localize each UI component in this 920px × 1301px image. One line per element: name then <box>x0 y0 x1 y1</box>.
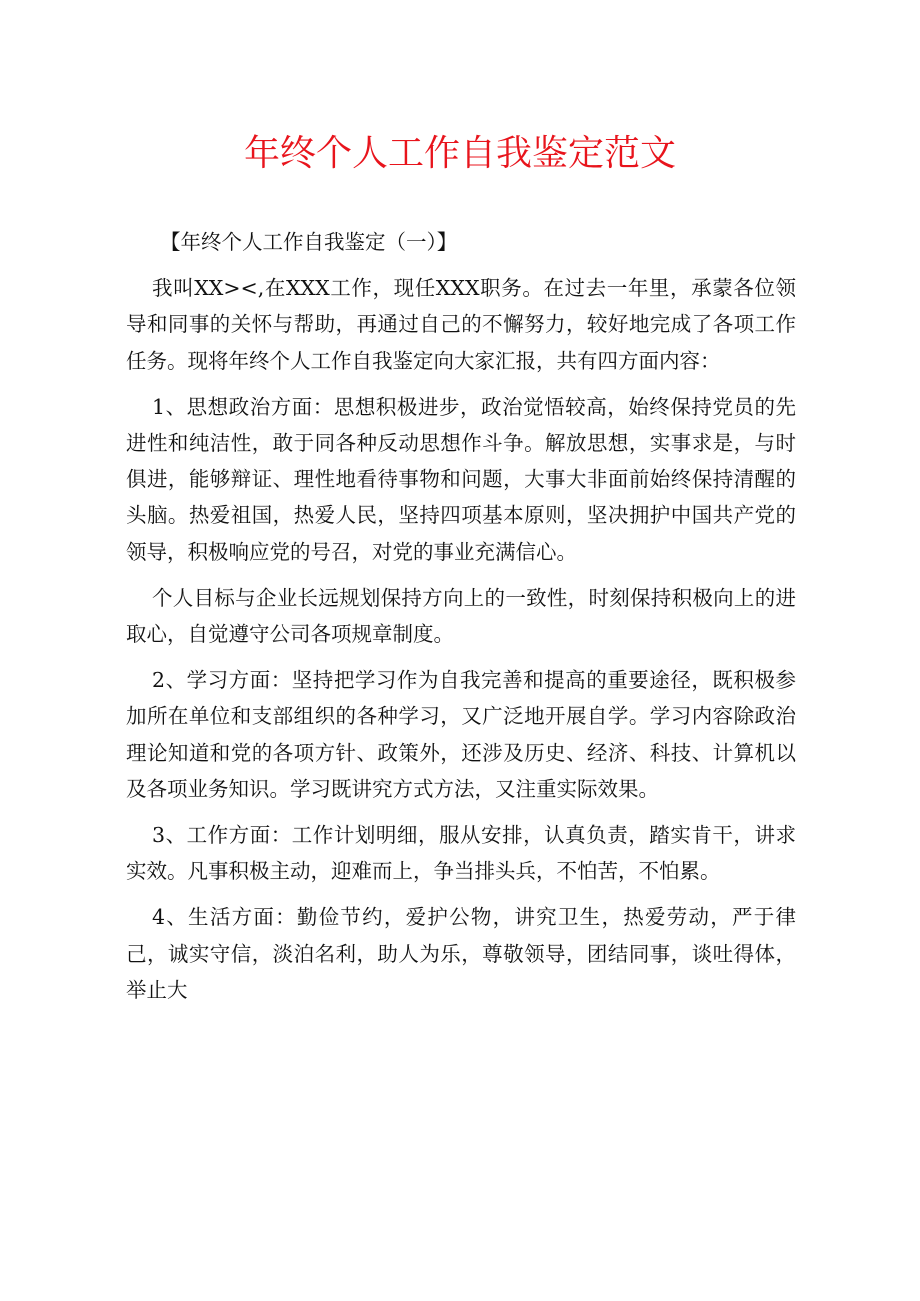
paragraph-intro: 我叫XX><,在XXX工作，现任XXX职务。在过去一年里，承蒙各位领导和同事的关怀与帮助，再通过自己的不懈努力，较好地完成了各项工作任务。现将年终个人工作自我鉴定向大家汇报，共有四方面内容： <box>126 276 796 373</box>
paragraph-work: 3、工作方面：工作计划明细，服从安排，认真负责，踏实肯干，讲求实效。凡事积极主动，迎难而上，争当排头兵，不怕苦，不怕累。 <box>126 823 796 884</box>
paragraph-study: 2、学习方面：坚持把学习作为自我完善和提高的重要途径，既积极参加所在单位和支部组织的各种学习，又广泛地开展自学。学习内容除政治理论知道和党的各项方针、政策外，还涉及历史、经济、科技、计算机以及各项业务知识。学习既讲究方式方法，又注重实际效果。 <box>126 668 796 801</box>
document-body <box>126 224 796 1018</box>
paragraph-life: 4、生活方面：勤俭节约，爱护公物，讲究卫生，热爱劳动，严于律己，诚实守信，淡泊名利，助人为乐，尊敬领导，团结同事，谈吐得体，举止大 <box>126 905 796 1002</box>
document-title: 年终个人工作自我鉴定范文 <box>243 133 676 174</box>
paragraph-goals: 个人目标与企业长远规划保持方向上的一致性，时刻保持积极向上的进取心，自觉遵守公司各项规章制度。 <box>126 585 796 647</box>
section-heading: 【年终个人工作自我鉴定（一）】 <box>160 230 458 254</box>
paragraph-political: 1、思想政治方面：思想积极进步，政治觉悟较高，始终保持党员的先进性和纯洁性，敢于同各种反动思想作斗争。解放思想，实事求是，与时俱进，能够辩证、理性地看待事物和问题，大事大非面前始终保持清醒的头脑。热爱祖国，热爱人民，坚持四项基本原则，坚决拥护中国共产党的领导，积极响应党的号召，对党的事业充满信心。 <box>126 394 796 564</box>
